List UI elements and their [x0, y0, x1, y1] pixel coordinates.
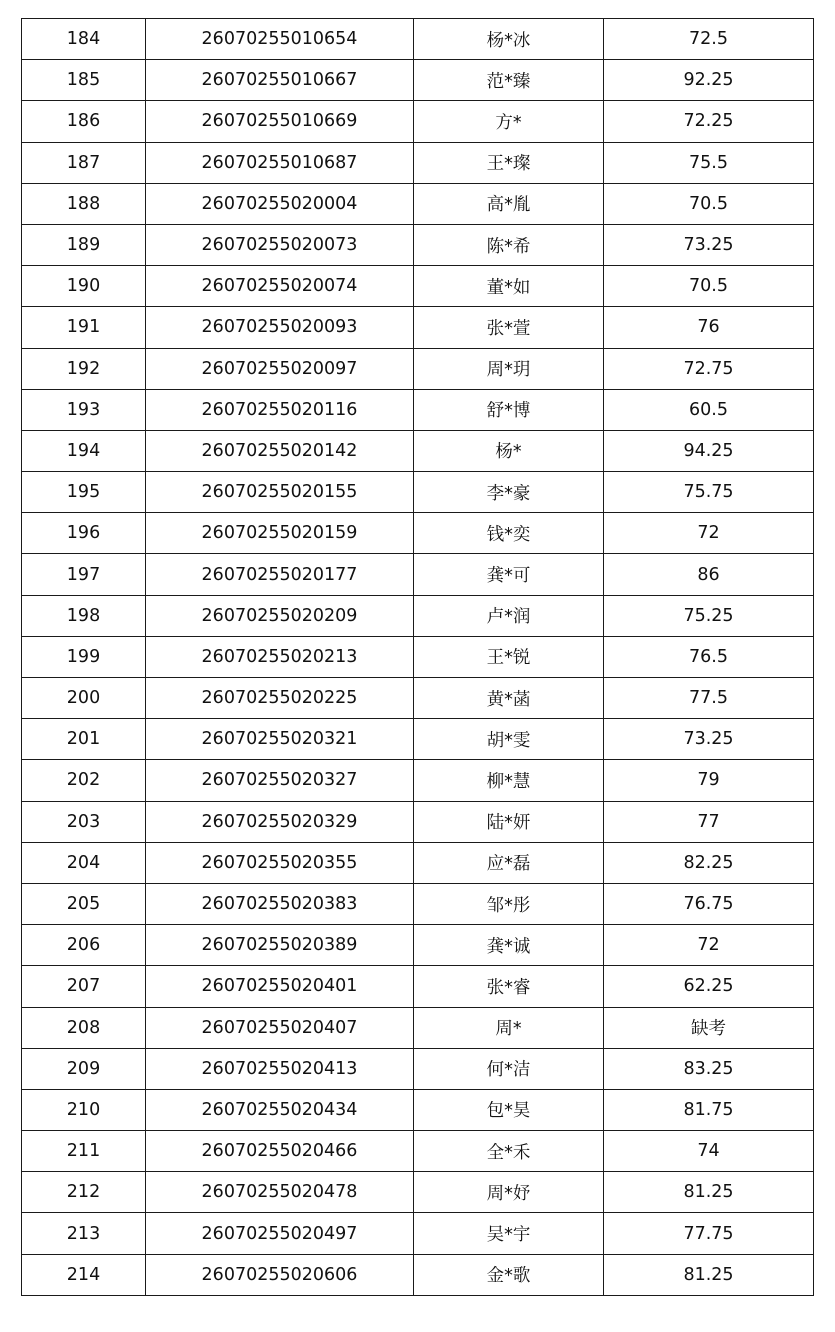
name-cell: 杨* — [414, 430, 604, 471]
table-body — [22, 19, 814, 1296]
name-cell: 王*璨 — [414, 142, 604, 183]
score-cell: 70.5 — [604, 183, 814, 224]
score-cell: 77 — [604, 801, 814, 842]
seq-cell: 188 — [22, 183, 146, 224]
table-row — [22, 801, 814, 842]
score-cell: 72 — [604, 513, 814, 554]
name-cell: 黄*菡 — [414, 678, 604, 719]
table-row — [22, 430, 814, 471]
score-cell: 92.25 — [604, 60, 814, 101]
score-cell: 79 — [604, 760, 814, 801]
name-cell: 陆*妍 — [414, 801, 604, 842]
exam-id-cell: 26070255020466 — [146, 1131, 414, 1172]
score-cell: 81.25 — [604, 1172, 814, 1213]
table-row — [22, 966, 814, 1007]
exam-id-cell: 26070255020606 — [146, 1254, 414, 1295]
seq-cell: 210 — [22, 1089, 146, 1130]
name-cell: 范*臻 — [414, 60, 604, 101]
exam-id-cell: 26070255020329 — [146, 801, 414, 842]
table-row — [22, 472, 814, 513]
name-cell: 龚*可 — [414, 554, 604, 595]
seq-cell: 198 — [22, 595, 146, 636]
exam-id-cell: 26070255020497 — [146, 1213, 414, 1254]
exam-id-cell: 26070255020116 — [146, 389, 414, 430]
score-cell: 72.75 — [604, 348, 814, 389]
table-row — [22, 678, 814, 719]
name-cell: 胡*雯 — [414, 719, 604, 760]
seq-cell: 190 — [22, 266, 146, 307]
score-table — [21, 18, 814, 1296]
table-row — [22, 60, 814, 101]
exam-id-cell: 26070255020413 — [146, 1048, 414, 1089]
table-row — [22, 1254, 814, 1295]
name-cell: 龚*诚 — [414, 925, 604, 966]
table-row — [22, 183, 814, 224]
exam-id-cell: 26070255020478 — [146, 1172, 414, 1213]
name-cell: 全*禾 — [414, 1131, 604, 1172]
name-cell: 王*锐 — [414, 636, 604, 677]
name-cell: 吴*宇 — [414, 1213, 604, 1254]
score-cell: 76 — [604, 307, 814, 348]
name-cell: 李*豪 — [414, 472, 604, 513]
score-cell: 75.25 — [604, 595, 814, 636]
name-cell: 应*磊 — [414, 842, 604, 883]
seq-cell: 200 — [22, 678, 146, 719]
score-cell: 76.75 — [604, 883, 814, 924]
exam-id-cell: 26070255020004 — [146, 183, 414, 224]
seq-cell: 193 — [22, 389, 146, 430]
seq-cell: 187 — [22, 142, 146, 183]
name-cell: 柳*慧 — [414, 760, 604, 801]
exam-id-cell: 26070255020225 — [146, 678, 414, 719]
score-cell: 74 — [604, 1131, 814, 1172]
seq-cell: 204 — [22, 842, 146, 883]
seq-cell: 209 — [22, 1048, 146, 1089]
table-row — [22, 595, 814, 636]
seq-cell: 208 — [22, 1007, 146, 1048]
table-row — [22, 1131, 814, 1172]
seq-cell: 194 — [22, 430, 146, 471]
seq-cell: 206 — [22, 925, 146, 966]
table-row — [22, 1213, 814, 1254]
score-cell: 94.25 — [604, 430, 814, 471]
table-row — [22, 1007, 814, 1048]
name-cell: 钱*奕 — [414, 513, 604, 554]
exam-id-cell: 26070255020074 — [146, 266, 414, 307]
exam-id-cell: 26070255020321 — [146, 719, 414, 760]
name-cell: 邹*彤 — [414, 883, 604, 924]
score-cell: 81.75 — [604, 1089, 814, 1130]
score-cell: 77.75 — [604, 1213, 814, 1254]
exam-id-cell: 26070255020177 — [146, 554, 414, 595]
seq-cell: 213 — [22, 1213, 146, 1254]
score-cell: 75.5 — [604, 142, 814, 183]
exam-id-cell: 26070255010669 — [146, 101, 414, 142]
score-cell: 75.75 — [604, 472, 814, 513]
exam-id-cell: 26070255020407 — [146, 1007, 414, 1048]
exam-id-cell: 26070255020093 — [146, 307, 414, 348]
exam-id-cell: 26070255020142 — [146, 430, 414, 471]
score-cell: 72 — [604, 925, 814, 966]
table-row — [22, 224, 814, 265]
name-cell: 周*玥 — [414, 348, 604, 389]
name-cell: 杨*冰 — [414, 19, 604, 60]
table-row — [22, 1172, 814, 1213]
exam-id-cell: 26070255020159 — [146, 513, 414, 554]
score-cell: 81.25 — [604, 1254, 814, 1295]
name-cell: 周*妤 — [414, 1172, 604, 1213]
name-cell: 周* — [414, 1007, 604, 1048]
score-cell: 83.25 — [604, 1048, 814, 1089]
table-row — [22, 266, 814, 307]
score-cell: 73.25 — [604, 719, 814, 760]
table-row — [22, 348, 814, 389]
exam-id-cell: 26070255010667 — [146, 60, 414, 101]
name-cell: 董*如 — [414, 266, 604, 307]
score-cell: 73.25 — [604, 224, 814, 265]
name-cell: 张*睿 — [414, 966, 604, 1007]
seq-cell: 192 — [22, 348, 146, 389]
exam-id-cell: 26070255020213 — [146, 636, 414, 677]
seq-cell: 196 — [22, 513, 146, 554]
table-row — [22, 19, 814, 60]
table-row — [22, 883, 814, 924]
seq-cell: 195 — [22, 472, 146, 513]
name-cell: 包*昊 — [414, 1089, 604, 1130]
table-row — [22, 389, 814, 430]
score-cell: 缺考 — [604, 1007, 814, 1048]
table-row — [22, 1089, 814, 1130]
score-cell: 70.5 — [604, 266, 814, 307]
score-cell: 72.5 — [604, 19, 814, 60]
name-cell: 舒*博 — [414, 389, 604, 430]
exam-id-cell: 26070255020155 — [146, 472, 414, 513]
table-row — [22, 142, 814, 183]
seq-cell: 211 — [22, 1131, 146, 1172]
seq-cell: 201 — [22, 719, 146, 760]
exam-id-cell: 26070255020434 — [146, 1089, 414, 1130]
seq-cell: 186 — [22, 101, 146, 142]
score-cell: 77.5 — [604, 678, 814, 719]
seq-cell: 207 — [22, 966, 146, 1007]
table-row — [22, 636, 814, 677]
seq-cell: 184 — [22, 19, 146, 60]
exam-id-cell: 26070255020383 — [146, 883, 414, 924]
score-cell: 82.25 — [604, 842, 814, 883]
score-cell: 60.5 — [604, 389, 814, 430]
name-cell: 高*胤 — [414, 183, 604, 224]
exam-id-cell: 26070255020073 — [146, 224, 414, 265]
exam-id-cell: 26070255010687 — [146, 142, 414, 183]
table-row — [22, 719, 814, 760]
exam-id-cell: 26070255010654 — [146, 19, 414, 60]
seq-cell: 202 — [22, 760, 146, 801]
exam-id-cell: 26070255020097 — [146, 348, 414, 389]
seq-cell: 214 — [22, 1254, 146, 1295]
seq-cell: 197 — [22, 554, 146, 595]
seq-cell: 191 — [22, 307, 146, 348]
table-row — [22, 925, 814, 966]
exam-id-cell: 26070255020389 — [146, 925, 414, 966]
exam-id-cell: 26070255020209 — [146, 595, 414, 636]
seq-cell: 205 — [22, 883, 146, 924]
name-cell: 陈*希 — [414, 224, 604, 265]
seq-cell: 199 — [22, 636, 146, 677]
score-cell: 72.25 — [604, 101, 814, 142]
table-row — [22, 842, 814, 883]
table-row — [22, 101, 814, 142]
seq-cell: 212 — [22, 1172, 146, 1213]
name-cell: 卢*润 — [414, 595, 604, 636]
score-cell: 86 — [604, 554, 814, 595]
table-row — [22, 760, 814, 801]
name-cell: 何*洁 — [414, 1048, 604, 1089]
table-row — [22, 1048, 814, 1089]
seq-cell: 203 — [22, 801, 146, 842]
seq-cell: 189 — [22, 224, 146, 265]
name-cell: 张*萱 — [414, 307, 604, 348]
exam-id-cell: 26070255020401 — [146, 966, 414, 1007]
seq-cell: 185 — [22, 60, 146, 101]
score-cell: 76.5 — [604, 636, 814, 677]
table-row — [22, 307, 814, 348]
exam-id-cell: 26070255020355 — [146, 842, 414, 883]
name-cell: 金*歌 — [414, 1254, 604, 1295]
score-cell: 62.25 — [604, 966, 814, 1007]
exam-id-cell: 26070255020327 — [146, 760, 414, 801]
name-cell: 方* — [414, 101, 604, 142]
table-row — [22, 554, 814, 595]
table-row — [22, 513, 814, 554]
